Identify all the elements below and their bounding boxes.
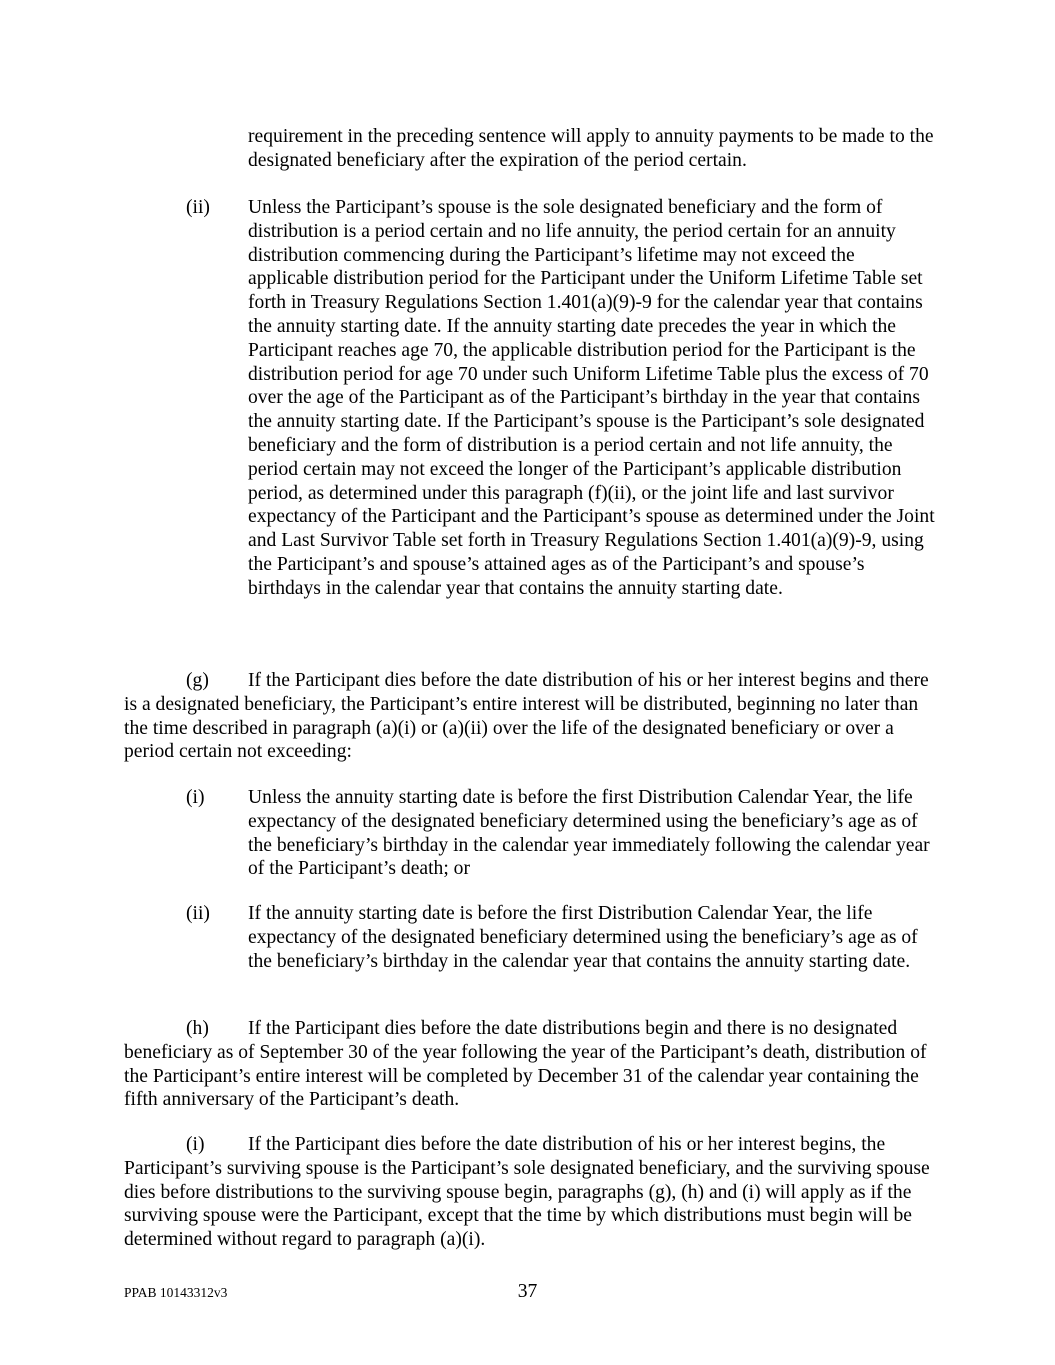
footer-document-id: PPAB 10143312v3 [124, 1285, 228, 1300]
paragraph-i [124, 1133, 938, 1252]
paragraph-g [124, 669, 938, 764]
paragraph-text: If the Participant dies before the date distributions begin and there is no designated beneficiary as of September 30 of the year following the year of the Participant’s death, distribution of the Participant’s entire interest will be completed by December 31 of the calendar year containing the fifth anniversary of the Participant’s death. [124, 1018, 927, 1111]
paragraph-h [124, 1017, 938, 1112]
subparagraph-label: (i) [186, 787, 205, 808]
paragraph-label: (i) [186, 1134, 205, 1155]
continuation-paragraph: requirement in the preceding sentence will apply to annuity payments to be made to the designated beneficiary after the expiration of the period certain. [248, 126, 934, 171]
page-number: 37 [517, 1281, 538, 1302]
paragraph-text: If the Participant dies before the date distribution of his or her interest begins, the Participant’s surviving spouse is the Participant’s sole designated beneficiary, and the surviving spouse dies before distributions to the surviving spouse begin, paragraphs (g), (h) and (i) will apply as if the surviving spouse were the Participant, except that the time by which distributions must begin will be determined without regard to paragraph (a)(i). [124, 1134, 930, 1251]
paragraph-text: If the Participant dies before the date distribution of his or her interest begins and there is a designated beneficiary, the Participant’s entire interest will be distributed, beginning no later than the time described in paragraph (a)(i) or (a)(ii) over the life of the designated beneficiary or over a period certain not exceeding: [124, 670, 929, 763]
subparagraph-label: (ii) [186, 197, 210, 218]
subparagraph-label: (ii) [186, 903, 210, 924]
subparagraph-text: Unless the Participant’s spouse is the sole designated beneficiary and the form of distribution is a period certain and no life annuity, the period certain for an annuity distribution commencing during the Participant’s lifetime may not exceed the applicable distribution period for the Participant under the Uniform Lifetime Table set forth in Treasury Regulations Section 1.401(a)(9)-9 for the calendar year that contains the annuity starting date. If the annuity starting date precedes the year in which the Participant reaches age 70, the applicable distribution period for the Participant is the distribution period for age 70 under such Uniform Lifetime Table plus the excess of 70 over the age of the Participant as of the Participant’s birthday in the year that contains the annuity starting date. If the Participant’s spouse is the Participant’s sole designated beneficiary and the form of distribution is a period certain and not life annuity, the period certain may not exceed the longer of the Participant’s applicable distribution period, as determined under this paragraph (f)(ii), or the joint life and last survivor expectancy of the Participant and the Participant’s spouse as determined under the Joint and Last Survivor Table set forth in Treasury Regulations Section 1.401(a)(9)-9, using the Participant’s and spouse’s attained ages as of the Participant’s and spouse’s birthdays in the calendar year that contains the annuity starting date. [248, 197, 935, 599]
paragraph-label: (g) [186, 670, 209, 691]
subparagraph-text: Unless the annuity starting date is before the first Distribution Calendar Year, the life expectancy of the designated beneficiary determined using the beneficiary’s age as of the beneficiary’s birthday in the calendar year immediately following the calendar year of the Participant’s death; or [248, 787, 930, 880]
subparagraph-text: If the annuity starting date is before the first Distribution Calendar Year, the life expectancy of the designated beneficiary determined using the beneficiary’s age as of the beneficiary’s birthday in the calendar year that contains the annuity starting date. [248, 903, 918, 972]
paragraph-label: (h) [186, 1018, 209, 1039]
